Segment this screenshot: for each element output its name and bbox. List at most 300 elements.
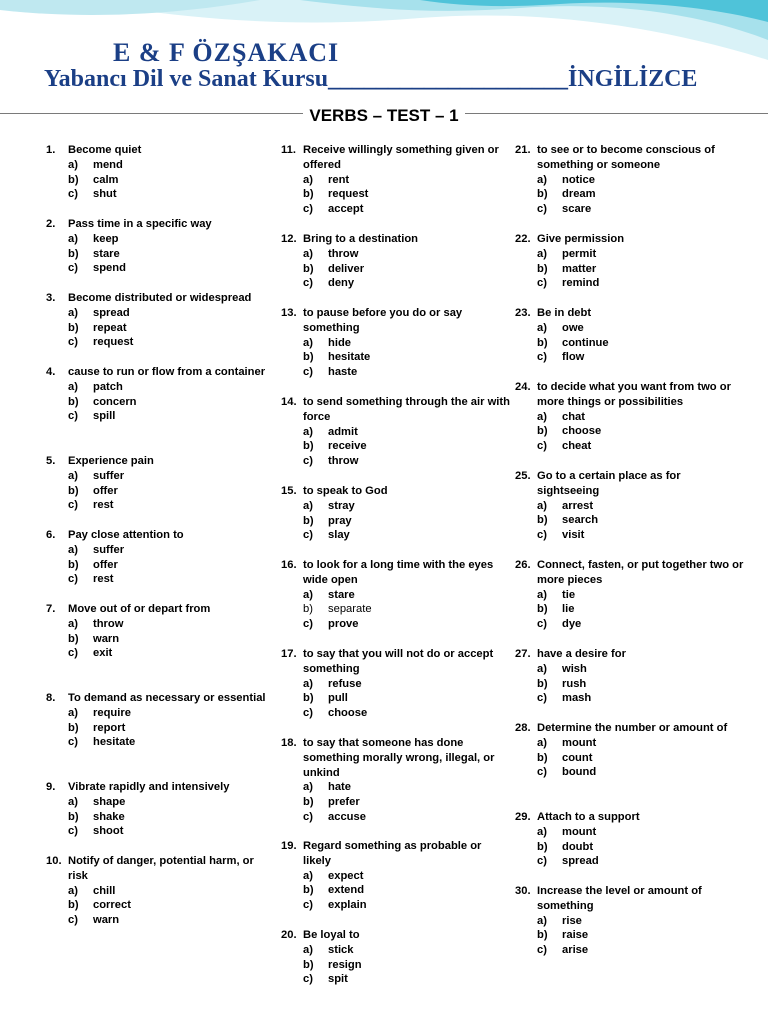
- answer-option: [509, 439, 744, 454]
- question-stem: [40, 780, 275, 795]
- option-text: offer: [93, 558, 118, 571]
- answer-option: [509, 691, 744, 706]
- option-letter: b): [537, 188, 548, 201]
- option-letter: a): [68, 469, 78, 482]
- answer-option: [509, 840, 744, 855]
- option-text: shake: [93, 810, 125, 823]
- answer-option: [509, 202, 744, 217]
- option-text: shut: [93, 188, 117, 201]
- option-text: throw: [93, 617, 124, 630]
- question-2: [40, 217, 275, 276]
- question-text: to send something through the air with force: [303, 396, 510, 423]
- question-text: Go to a certain place as for sightseeing: [537, 470, 681, 497]
- answer-option: [275, 810, 510, 825]
- option-letter: a): [537, 499, 547, 512]
- option-text: admit: [328, 425, 358, 438]
- answer-option: [509, 662, 744, 677]
- answer-option: [509, 736, 744, 751]
- question-6: [40, 528, 275, 587]
- option-text: request: [328, 188, 369, 201]
- answer-option: [275, 898, 510, 913]
- option-letter: a): [303, 588, 313, 601]
- answer-option: [509, 751, 744, 766]
- answer-option: [509, 943, 744, 958]
- option-letter: b): [303, 692, 314, 705]
- question-14: [275, 395, 510, 469]
- option-letter: b): [303, 884, 314, 897]
- question-number: 1.: [46, 144, 56, 156]
- question-number: 24.: [515, 381, 531, 393]
- option-text: rush: [562, 677, 587, 690]
- question-4: [40, 365, 275, 424]
- question-number: 9.: [46, 781, 56, 793]
- option-letter: b): [68, 899, 79, 912]
- option-letter: b): [68, 810, 79, 823]
- question-stem: [509, 558, 744, 588]
- option-text: wish: [562, 662, 587, 675]
- option-letter: a): [303, 247, 313, 260]
- option-letter: c): [68, 499, 78, 512]
- question-stem: [40, 528, 275, 543]
- option-letter: c): [303, 529, 313, 542]
- question-27: [509, 647, 744, 706]
- option-text: continue: [562, 336, 609, 349]
- option-letter: b): [303, 514, 314, 527]
- question-number: 7.: [46, 603, 56, 615]
- question-22: [509, 232, 744, 291]
- question-text: Vibrate rapidly and intensively: [68, 781, 230, 793]
- option-letter: c): [68, 825, 78, 838]
- answer-option: [509, 528, 744, 543]
- option-letter: c): [537, 766, 547, 779]
- answer-option: [275, 780, 510, 795]
- question-stem: [275, 928, 510, 943]
- answer-option: [275, 439, 510, 454]
- question-text: Become distributed or widespread: [68, 292, 252, 304]
- question-text: Experience pain: [68, 455, 154, 467]
- question-text: Notify of danger, potential harm, or risk: [68, 855, 254, 882]
- question-number: 17.: [281, 648, 297, 660]
- answer-option: [275, 869, 510, 884]
- question-21: [509, 143, 744, 217]
- option-letter: a): [68, 232, 78, 245]
- option-text: correct: [93, 899, 131, 912]
- option-text: dream: [562, 188, 596, 201]
- option-letter: c): [537, 203, 547, 216]
- answer-option: [275, 262, 510, 277]
- option-letter: b): [537, 677, 548, 690]
- option-letter: a): [537, 410, 547, 423]
- question-18: [275, 736, 510, 825]
- option-text: refuse: [328, 677, 362, 690]
- question-number: 16.: [281, 559, 297, 571]
- option-text: expect: [328, 869, 364, 882]
- option-text: require: [93, 706, 131, 719]
- option-letter: b): [303, 958, 314, 971]
- question-number: 6.: [46, 529, 56, 541]
- option-text: rest: [93, 573, 114, 586]
- option-letter: a): [537, 662, 547, 675]
- option-letter: c): [537, 277, 547, 290]
- option-letter: c): [68, 262, 78, 275]
- question-16: [275, 558, 510, 632]
- option-text: throw: [328, 455, 359, 468]
- question-text: to see or to become conscious of something or someone: [537, 144, 715, 171]
- answer-option: [40, 187, 275, 202]
- answer-option: [275, 173, 510, 188]
- option-letter: b): [68, 484, 79, 497]
- answer-option: [40, 409, 275, 424]
- option-text: repeat: [93, 321, 127, 334]
- option-text: stare: [93, 247, 120, 260]
- option-letter: a): [68, 306, 78, 319]
- option-text: choose: [562, 425, 602, 438]
- option-letter: c): [68, 573, 78, 586]
- option-text: suffer: [93, 543, 125, 556]
- option-letter: a): [537, 914, 547, 927]
- option-text: bound: [562, 766, 597, 779]
- option-text: doubt: [562, 840, 594, 853]
- answer-option: [509, 336, 744, 351]
- answer-option: [40, 380, 275, 395]
- answer-option: [509, 928, 744, 943]
- question-number: 8.: [46, 692, 56, 704]
- option-text: stick: [328, 943, 354, 956]
- answer-option: [275, 528, 510, 543]
- option-text: warn: [93, 632, 120, 645]
- answer-option: [275, 588, 510, 603]
- answer-option: [275, 943, 510, 958]
- question-stem: [275, 306, 510, 336]
- question-stem: [509, 721, 744, 736]
- school-brand: E & F ÖZŞAKACI: [113, 38, 340, 67]
- option-letter: a): [68, 158, 78, 171]
- answer-option: [275, 454, 510, 469]
- option-letter: a): [537, 825, 547, 838]
- option-text: arise: [562, 944, 589, 957]
- option-text: hesitate: [328, 351, 371, 364]
- option-letter: b): [303, 603, 313, 616]
- question-number: 29.: [515, 811, 531, 823]
- answer-option: [40, 810, 275, 825]
- answer-option: [275, 187, 510, 202]
- answer-option: [509, 247, 744, 262]
- answer-option: [40, 646, 275, 661]
- option-letter: a): [303, 425, 313, 438]
- option-letter: c): [537, 440, 547, 453]
- option-text: explain: [328, 899, 367, 912]
- answer-option: [509, 262, 744, 277]
- option-text: concern: [93, 395, 137, 408]
- answer-option: [40, 321, 275, 336]
- option-text: scare: [562, 203, 592, 216]
- option-letter: b): [68, 632, 79, 645]
- question-20: [275, 928, 510, 987]
- answer-option: [40, 543, 275, 558]
- question-30: [509, 884, 744, 958]
- question-7: [40, 602, 275, 661]
- option-text: flow: [562, 351, 585, 364]
- question-number: 27.: [515, 648, 531, 660]
- question-text: Be loyal to: [303, 929, 360, 941]
- question-28: [509, 721, 744, 780]
- answer-option: [40, 721, 275, 736]
- option-letter: c): [68, 914, 78, 927]
- option-text: calm: [93, 173, 119, 186]
- option-text: suffer: [93, 469, 125, 482]
- question-stem: [40, 217, 275, 232]
- answer-option: [275, 276, 510, 291]
- option-text: raise: [562, 929, 589, 942]
- question-text: Pass time in a specific way: [68, 218, 212, 230]
- answer-option: [509, 321, 744, 336]
- option-letter: a): [537, 173, 547, 186]
- question-text: Pay close attention to: [68, 529, 184, 541]
- question-15: [275, 484, 510, 543]
- question-stem: [509, 469, 744, 499]
- question-stem: [40, 691, 275, 706]
- question-8: [40, 691, 275, 750]
- question-text: Attach to a support: [537, 811, 640, 823]
- question-text: To demand as necessary or essential: [68, 692, 266, 704]
- question-text: to say that you will not do or accept something: [303, 648, 494, 675]
- school-subtitle: Yabancı Dil ve Sanat Kursu____________________İNGİLİZCE: [44, 66, 698, 92]
- option-text: tie: [562, 588, 576, 601]
- answer-option: [40, 306, 275, 321]
- question-number: 23.: [515, 307, 531, 319]
- option-letter: c): [303, 455, 313, 468]
- answer-option: [40, 735, 275, 750]
- option-text: haste: [328, 366, 358, 379]
- option-letter: a): [303, 869, 313, 882]
- question-11: [275, 143, 510, 217]
- option-text: choose: [328, 707, 368, 720]
- option-letter: b): [537, 929, 548, 942]
- answer-option: [509, 187, 744, 202]
- question-stem: [509, 380, 744, 410]
- option-letter: a): [303, 781, 313, 794]
- option-letter: a): [68, 884, 78, 897]
- option-letter: b): [537, 751, 548, 764]
- option-letter: b): [537, 262, 548, 275]
- option-letter: a): [68, 706, 78, 719]
- question-stem: [40, 365, 275, 380]
- question-number: 12.: [281, 233, 297, 245]
- question-number: 10.: [46, 855, 62, 867]
- answer-option: [40, 173, 275, 188]
- option-text: spread: [93, 306, 130, 319]
- answer-option: [509, 602, 744, 617]
- answer-option: [275, 247, 510, 262]
- answer-option: [40, 261, 275, 276]
- question-29: [509, 810, 744, 869]
- question-number: 21.: [515, 144, 531, 156]
- option-letter: c): [68, 647, 78, 660]
- question-text: Regard something as probable or likely: [303, 840, 482, 867]
- answer-option: [509, 513, 744, 528]
- answer-option: [40, 247, 275, 262]
- option-letter: b): [68, 173, 79, 186]
- question-text: Give permission: [537, 233, 625, 245]
- question-number: 15.: [281, 485, 297, 497]
- option-letter: b): [303, 440, 314, 453]
- question-stem: [275, 395, 510, 425]
- option-letter: c): [303, 810, 313, 823]
- test-title: [0, 106, 768, 126]
- answer-option: [275, 350, 510, 365]
- option-text: pull: [328, 692, 348, 705]
- answer-option: [509, 173, 744, 188]
- answer-option: [509, 424, 744, 439]
- option-text: notice: [562, 173, 595, 186]
- answer-option: [275, 602, 510, 617]
- question-text: Move out of or depart from: [68, 603, 211, 615]
- option-letter: b): [68, 721, 79, 734]
- option-text: stare: [328, 588, 355, 601]
- question-number: 13.: [281, 307, 297, 319]
- answer-option: [40, 158, 275, 173]
- option-text: spend: [93, 262, 126, 275]
- answer-option: [40, 558, 275, 573]
- answer-option: [40, 572, 275, 587]
- option-letter: b): [303, 188, 314, 201]
- question-text: Bring to a destination: [303, 233, 418, 245]
- question-stem: [40, 602, 275, 617]
- option-text: slay: [328, 529, 350, 542]
- question-number: 5.: [46, 455, 56, 467]
- answer-option: [275, 336, 510, 351]
- option-letter: c): [303, 203, 313, 216]
- option-text: dye: [562, 618, 582, 631]
- option-letter: c): [303, 277, 313, 290]
- question-text: Be in debt: [537, 307, 592, 319]
- option-letter: a): [68, 543, 78, 556]
- option-text: deny: [328, 277, 355, 290]
- answer-option: [275, 706, 510, 721]
- answer-option: [275, 691, 510, 706]
- option-letter: b): [537, 603, 548, 616]
- option-text: chat: [562, 410, 586, 423]
- option-text: hesitate: [93, 736, 136, 749]
- option-letter: b): [68, 321, 79, 334]
- option-letter: b): [537, 840, 548, 853]
- question-25: [509, 469, 744, 543]
- answer-option: [40, 795, 275, 810]
- question-10: [40, 854, 275, 928]
- question-24: [509, 380, 744, 454]
- option-text: receive: [328, 440, 367, 453]
- answer-option: [509, 617, 744, 632]
- answer-option: [40, 335, 275, 350]
- answer-option: [509, 825, 744, 840]
- option-letter: c): [537, 692, 547, 705]
- question-number: 26.: [515, 559, 531, 571]
- question-19: [275, 839, 510, 913]
- answer-option: [40, 884, 275, 899]
- option-letter: c): [303, 899, 313, 912]
- option-letter: b): [303, 351, 314, 364]
- question-number: 30.: [515, 885, 531, 897]
- option-text: patch: [93, 380, 123, 393]
- question-stem: [509, 884, 744, 914]
- question-12: [275, 232, 510, 291]
- question-stem: [275, 143, 510, 173]
- option-letter: a): [68, 380, 78, 393]
- option-text: rest: [93, 499, 114, 512]
- option-text: mash: [562, 692, 592, 705]
- question-1: [40, 143, 275, 202]
- option-text: stray: [328, 499, 355, 512]
- answer-option: [275, 883, 510, 898]
- option-text: accuse: [328, 810, 366, 823]
- option-letter: a): [303, 499, 313, 512]
- answer-option: [40, 469, 275, 484]
- question-stem: [40, 854, 275, 884]
- question-number: 2.: [46, 218, 56, 230]
- option-text: exit: [93, 647, 113, 660]
- option-letter: c): [303, 366, 313, 379]
- question-text: Become quiet: [68, 144, 142, 156]
- answer-option: [40, 498, 275, 513]
- option-text: separate: [328, 603, 372, 616]
- option-text: report: [93, 721, 126, 734]
- option-text: cheat: [562, 440, 592, 453]
- question-number: 18.: [281, 737, 297, 749]
- answer-option: [275, 972, 510, 987]
- question-number: 14.: [281, 396, 297, 408]
- question-number: 22.: [515, 233, 531, 245]
- answer-option: [275, 425, 510, 440]
- answer-option: [40, 913, 275, 928]
- question-stem: [509, 306, 744, 321]
- question-stem: [40, 291, 275, 306]
- option-text: spill: [93, 410, 116, 423]
- question-9: [40, 780, 275, 839]
- option-text: shoot: [93, 825, 124, 838]
- question-text: to look for a long time with the eyes wide open: [303, 559, 494, 586]
- option-letter: c): [68, 336, 78, 349]
- option-text: search: [562, 514, 599, 527]
- question-stem: [275, 484, 510, 499]
- question-text: cause to run or flow from a container: [68, 366, 266, 378]
- option-letter: c): [68, 736, 78, 749]
- option-letter: a): [537, 247, 547, 260]
- answer-option: [40, 824, 275, 839]
- option-text: rise: [562, 914, 582, 927]
- option-text: request: [93, 336, 134, 349]
- option-letter: a): [303, 173, 313, 186]
- option-text: deliver: [328, 262, 365, 275]
- question-5: [40, 454, 275, 513]
- question-23: [509, 306, 744, 365]
- option-letter: b): [537, 425, 548, 438]
- option-text: keep: [93, 232, 119, 245]
- option-letter: c): [68, 188, 78, 201]
- question-stem: [275, 647, 510, 677]
- answer-option: [509, 854, 744, 869]
- question-text: to pause before you do or say something: [303, 307, 463, 334]
- question-stem: [275, 736, 510, 780]
- question-stem: [40, 454, 275, 469]
- option-text: prefer: [328, 796, 360, 809]
- question-number: 28.: [515, 722, 531, 734]
- option-text: owe: [562, 321, 584, 334]
- option-text: offer: [93, 484, 118, 497]
- option-letter: c): [537, 351, 547, 364]
- option-text: throw: [328, 247, 359, 260]
- question-stem: [509, 647, 744, 662]
- option-text: extend: [328, 884, 365, 897]
